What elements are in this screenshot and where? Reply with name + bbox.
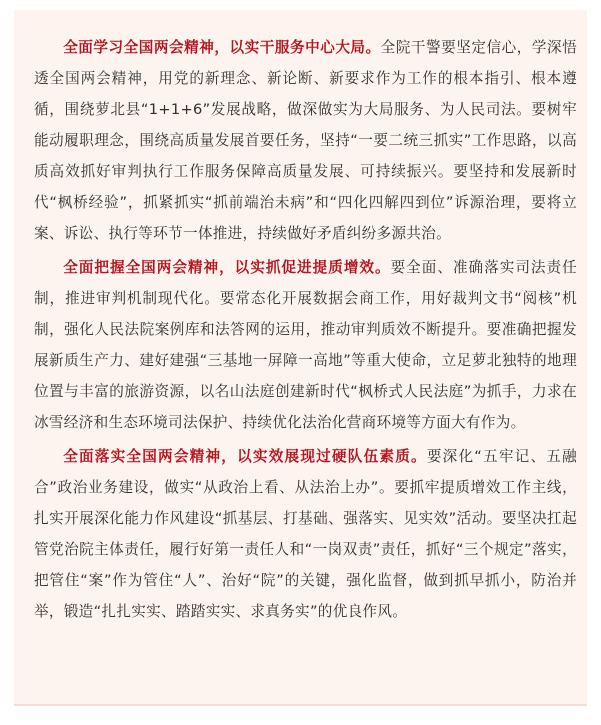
- paragraph-3-lead: 全面落实全国两会精神，以实效展现过硬队伍素质。: [63, 448, 427, 465]
- paragraph-3: [34, 441, 577, 627]
- paragraph-1: [34, 32, 577, 249]
- bottom-divider: [14, 704, 587, 706]
- paragraph-2-text: 要全面、准确落实司法责任制，推进审判机制现代化。要常态化开展数据会商工作，用好裁判文书“阅核”机制，强化人民法院案例库和法答网的运用，推动审判质效不断提升。要准确把握发展新质生产力、建好建强“三基地一屏障一高地”等重大使命，立足萝北独特的地理位置与丰富的旅游资源，以名山法庭创建新时代“枫桥式人民法庭”为抓手，力求在冰雪经济和生态环境司法保护、持续优化法治化营商环境等方面大有作为。: [34, 259, 577, 431]
- paragraph-2: [34, 252, 577, 438]
- paragraph-3-text: 要深化“五牢记、五融合”政治业务建设，做实“从政治上看、从法治上办”。要抓牢提质增效工作主线，扎实开展深化能力作风建设“抓基层、打基础、强落实、见实效”活动。要坚决扛起管党治院主体责任，履行好第一责任人和“一岗双责”责任，抓好“三个规定”落实，把管住“案”作为管住“人”、治好“院”的关键，强化监督，做到抓早抓小，防治并举，锻造“扎扎实实、踏踏实实、求真务实”的优良作风。: [34, 448, 578, 620]
- paragraph-1-text: 全院干警要坚定信心，学深悟透全国两会精神，用党的新理念、新论断、新要求作为工作的根本指引、根本遵循，围绕萝北县“1+1+6”发展战略，做深做实为大局服务、为人民司法。要树牢能动履职理念，围绕高质量发展首要任务，坚持“一要二统三抓实”工作思路，以高质高效抓好审判执行工作服务保障高质量发展、可持续振兴。要坚持和发展新时代“枫桥经验”，抓紧抓实“抓前端治未病”和“四化四解四到位”诉源治理，要将立案、诉讼、执行等环节一体推进，持续做好矛盾纠纷多源共治。: [34, 39, 577, 242]
- paragraph-2-lead: 全面把握全国两会精神，以实抓促进提质增效。: [63, 259, 391, 276]
- paragraph-1-lead: 全面学习全国两会精神，以实干服务中心大局。: [63, 39, 381, 56]
- article-body: [34, 32, 577, 630]
